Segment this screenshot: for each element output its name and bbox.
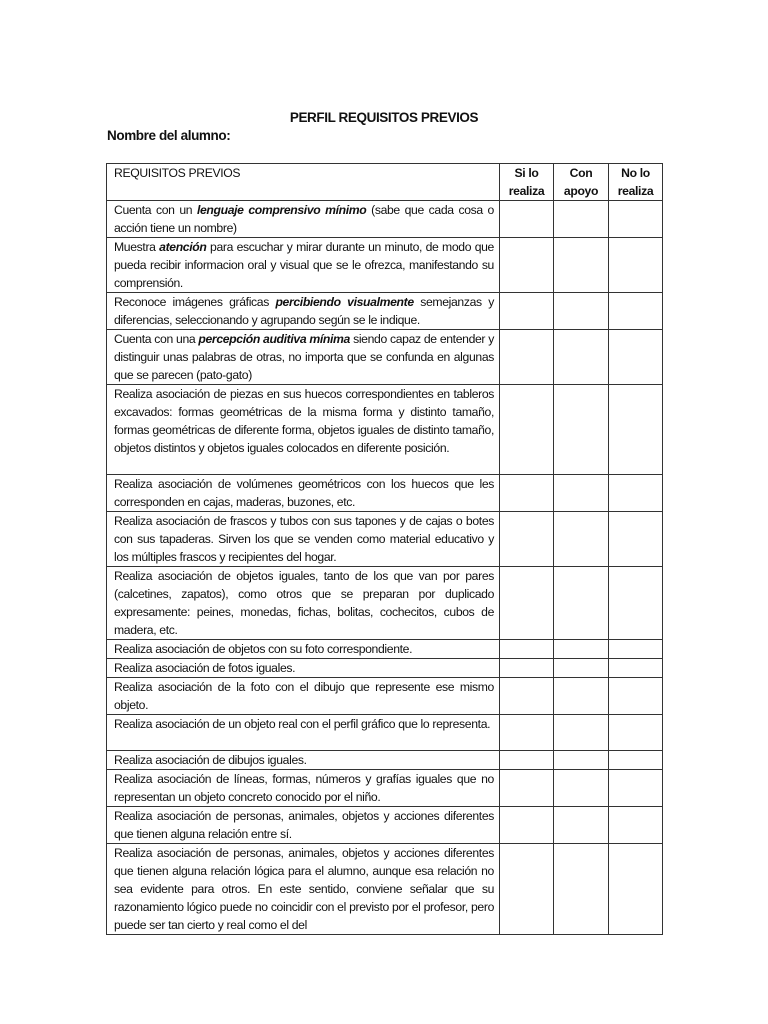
table-row bbox=[107, 751, 663, 770]
checkbox-cell-si-lo-realiza[interactable] bbox=[500, 659, 554, 678]
checkbox-cell-con-apoyo[interactable] bbox=[554, 201, 609, 238]
checkbox-cell-si-lo-realiza[interactable] bbox=[500, 678, 554, 715]
table-row bbox=[107, 567, 663, 640]
checkbox-cell-con-apoyo[interactable] bbox=[554, 512, 609, 567]
checkbox-cell-con-apoyo[interactable] bbox=[554, 640, 609, 659]
table-row bbox=[107, 201, 663, 238]
checkbox-cell-con-apoyo[interactable] bbox=[554, 659, 609, 678]
checkbox-cell-no-lo-realiza[interactable] bbox=[609, 512, 663, 567]
requirement-cell: Realiza asociación de dibujos iguales. bbox=[107, 751, 500, 770]
checkbox-cell-no-lo-realiza[interactable] bbox=[609, 475, 663, 512]
checkbox-cell-si-lo-realiza[interactable] bbox=[500, 330, 554, 385]
checkbox-cell-con-apoyo[interactable] bbox=[554, 770, 609, 807]
checkbox-cell-si-lo-realiza[interactable] bbox=[500, 385, 554, 475]
table-header-row bbox=[107, 164, 663, 201]
requirement-cell: Realiza asociación de piezas en sus huecos correspondientes en tableros excavados: formas geométricas de la misma forma y distinto tamaño, formas geométricas de diferente forma, objetos iguales de distinto tamaño, objetos distintos y objetos iguales colocados en diferente posición. bbox=[107, 385, 500, 475]
checkbox-cell-no-lo-realiza[interactable] bbox=[609, 201, 663, 238]
checkbox-cell-si-lo-realiza[interactable] bbox=[500, 512, 554, 567]
checkbox-cell-con-apoyo[interactable] bbox=[554, 238, 609, 293]
table-row bbox=[107, 770, 663, 807]
checkbox-cell-si-lo-realiza[interactable] bbox=[500, 238, 554, 293]
table-row bbox=[107, 715, 663, 751]
checkbox-cell-si-lo-realiza[interactable] bbox=[500, 640, 554, 659]
table-row bbox=[107, 807, 663, 844]
checkbox-cell-si-lo-realiza[interactable] bbox=[500, 807, 554, 844]
requirement-cell: Realiza asociación de objetos iguales, tanto de los que van por pares (calcetines, zapatos), como otros que se preparan por duplicado expresamente: peines, monedas, fichas, bolitas, cochecitos, cubos de madera, etc. bbox=[107, 567, 500, 640]
table-row bbox=[107, 659, 663, 678]
checkbox-cell-con-apoyo[interactable] bbox=[554, 567, 609, 640]
checkbox-cell-si-lo-realiza[interactable] bbox=[500, 475, 554, 512]
requirement-cell bbox=[107, 293, 500, 330]
requirement-cell bbox=[107, 201, 500, 238]
checkbox-cell-con-apoyo[interactable] bbox=[554, 330, 609, 385]
checkbox-cell-no-lo-realiza[interactable] bbox=[609, 293, 663, 330]
requirement-cell: Realiza asociación de líneas, formas, números y grafías iguales que no representan un objeto concreto conocido por el niño. bbox=[107, 770, 500, 807]
table-row bbox=[107, 475, 663, 512]
checkbox-cell-si-lo-realiza[interactable] bbox=[500, 567, 554, 640]
requirement-cell: Realiza asociación de frascos y tubos con sus tapones y de cajas o botes con sus tapaderas. Sirven los que se venden como material educativo y los múltiples frascos y recipientes del hogar. bbox=[107, 512, 500, 567]
student-name-label: Nombre del alumno: bbox=[107, 128, 231, 143]
requirement-text: semejanzas y diferencias, seleccionando y agrupando según se le indique. bbox=[114, 295, 495, 327]
checkbox-cell-no-lo-realiza[interactable] bbox=[609, 385, 663, 475]
requirement-cell: Realiza asociación de personas, animales, objetos y acciones diferentes que tienen alguna relación entre sí. bbox=[107, 807, 500, 844]
requirement-text: Reconoce imágenes gráficas bbox=[114, 295, 276, 309]
checkbox-cell-no-lo-realiza[interactable] bbox=[609, 807, 663, 844]
header-con-apoyo: Con apoyo bbox=[554, 164, 609, 201]
requirement-keyword: percibiendo visualmente bbox=[275, 295, 414, 309]
checkbox-cell-con-apoyo[interactable] bbox=[554, 678, 609, 715]
checkbox-cell-con-apoyo[interactable] bbox=[554, 385, 609, 475]
checkbox-cell-si-lo-realiza[interactable] bbox=[500, 844, 554, 935]
checkbox-cell-no-lo-realiza[interactable] bbox=[609, 844, 663, 935]
checkbox-cell-con-apoyo[interactable] bbox=[554, 715, 609, 751]
requirement-cell bbox=[107, 238, 500, 293]
table-row bbox=[107, 293, 663, 330]
checkbox-cell-si-lo-realiza[interactable] bbox=[500, 201, 554, 238]
checkbox-cell-con-apoyo[interactable] bbox=[554, 807, 609, 844]
requirement-cell: Realiza asociación de fotos iguales. bbox=[107, 659, 500, 678]
header-si-lo-realiza: Si lo realiza bbox=[500, 164, 554, 201]
checkbox-cell-no-lo-realiza[interactable] bbox=[609, 751, 663, 770]
checkbox-cell-no-lo-realiza[interactable] bbox=[609, 770, 663, 807]
requirement-cell: Realiza asociación de la foto con el dibujo que represente ese mismo objeto. bbox=[107, 678, 500, 715]
page-title: PERFIL REQUISITOS PREVIOS bbox=[289, 110, 479, 125]
checkbox-cell-con-apoyo[interactable] bbox=[554, 293, 609, 330]
requirement-cell: Realiza asociación de volúmenes geométricos con los huecos que les corresponden en cajas, maderas, buzones, etc. bbox=[107, 475, 500, 512]
table-row bbox=[107, 678, 663, 715]
requirement-keyword: percepción auditiva mínima bbox=[198, 332, 350, 346]
table-row bbox=[107, 640, 663, 659]
checkbox-cell-si-lo-realiza[interactable] bbox=[500, 751, 554, 770]
requirement-keyword: atención bbox=[159, 240, 207, 254]
table-row bbox=[107, 385, 663, 475]
table-row bbox=[107, 844, 663, 935]
checkbox-cell-no-lo-realiza[interactable] bbox=[609, 640, 663, 659]
requirement-text: Cuenta con una bbox=[114, 332, 199, 346]
requirement-text: Cuenta con un bbox=[114, 203, 197, 217]
requirements-table bbox=[106, 163, 663, 935]
checkbox-cell-si-lo-realiza[interactable] bbox=[500, 770, 554, 807]
checkbox-cell-no-lo-realiza[interactable] bbox=[609, 659, 663, 678]
requirement-cell: Realiza asociación de un objeto real con el perfil gráfico que lo representa. bbox=[107, 715, 500, 751]
checkbox-cell-con-apoyo[interactable] bbox=[554, 844, 609, 935]
requirement-text: Muestra bbox=[114, 240, 160, 254]
checkbox-cell-con-apoyo[interactable] bbox=[554, 475, 609, 512]
checkbox-cell-no-lo-realiza[interactable] bbox=[609, 330, 663, 385]
checkbox-cell-si-lo-realiza[interactable] bbox=[500, 293, 554, 330]
checkbox-cell-con-apoyo[interactable] bbox=[554, 751, 609, 770]
header-requirements: REQUISITOS PREVIOS bbox=[107, 164, 500, 201]
table-row bbox=[107, 330, 663, 385]
checkbox-cell-si-lo-realiza[interactable] bbox=[500, 715, 554, 751]
requirement-text: siendo capaz de entender y distinguir unas palabras de otras, no importa que se confunda en algunas que se parecen (pato-gato) bbox=[114, 332, 494, 382]
checkbox-cell-no-lo-realiza[interactable] bbox=[609, 678, 663, 715]
requirement-cell bbox=[107, 330, 500, 385]
requirement-cell: Realiza asociación de personas, animales, objetos y acciones diferentes que tienen alguna relación lógica para el alumno, aunque esa relación no sea evidente para otros. En este sentido, conviene señalar que su razonamiento lógico puede no coincidir con el previsto por el profesor, pero puede ser tan cierto y real como el del bbox=[107, 844, 500, 935]
header-no-lo-realiza: No lo realiza bbox=[609, 164, 663, 201]
requirement-cell: Realiza asociación de objetos con su foto correspondiente. bbox=[107, 640, 500, 659]
table-row bbox=[107, 512, 663, 567]
requirement-text: para escuchar y mirar durante un minuto, de modo que pueda recibir informacion oral y visual que se le ofrezca, manifestando su comprensión. bbox=[114, 240, 494, 290]
checkbox-cell-no-lo-realiza[interactable] bbox=[609, 238, 663, 293]
checkbox-cell-no-lo-realiza[interactable] bbox=[609, 715, 663, 751]
requirement-text: (sabe que cada cosa o acción tiene un nombre) bbox=[114, 203, 494, 235]
table-row bbox=[107, 238, 663, 293]
checkbox-cell-no-lo-realiza[interactable] bbox=[609, 567, 663, 640]
requirement-keyword: lenguaje comprensivo mínimo bbox=[196, 203, 367, 217]
